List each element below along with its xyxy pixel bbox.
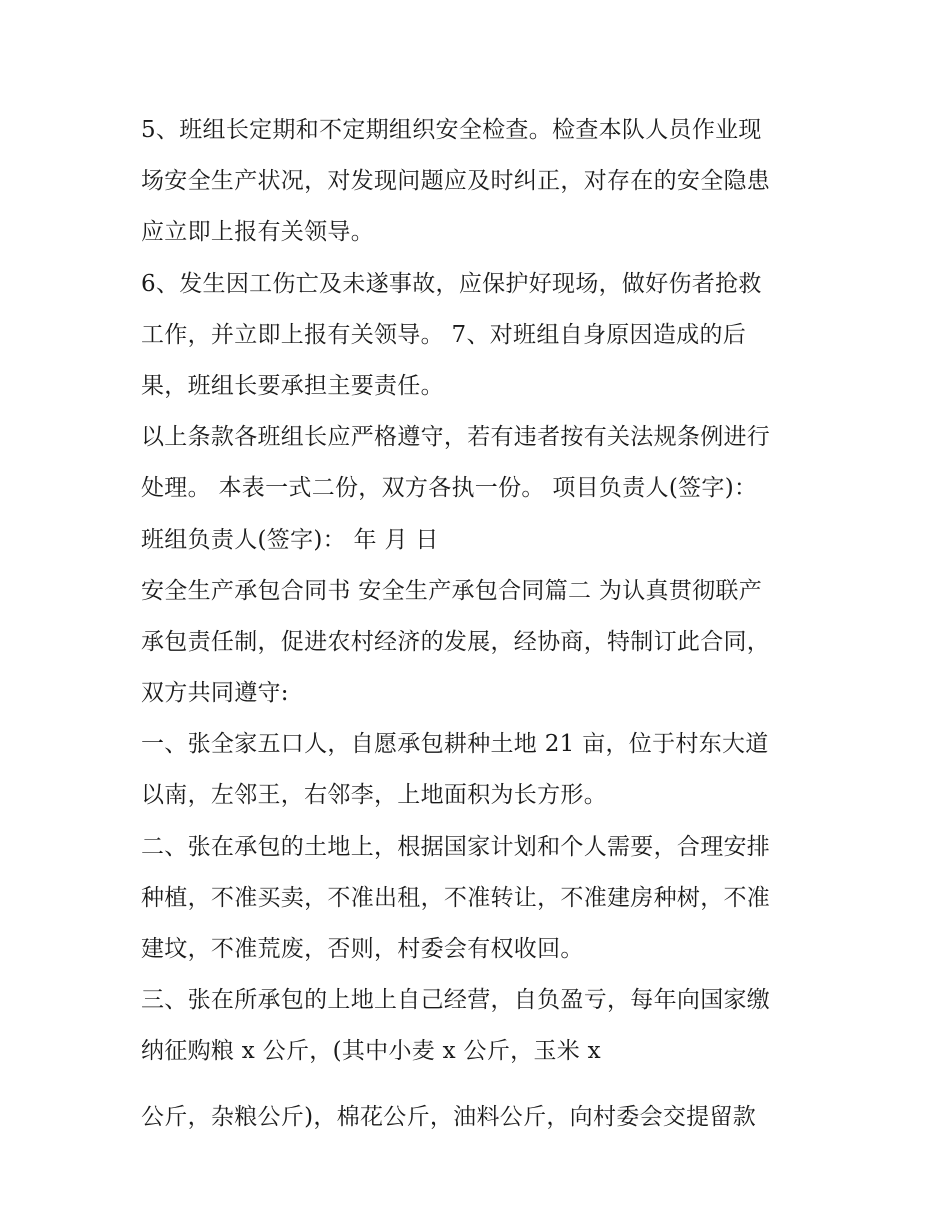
text-line: 双方共同遵守: [141, 680, 289, 707]
text-line: 承包责任制，促进农村经济的发展，经协商，特制订此合同， [141, 628, 771, 655]
text-line: 6、发生因工伤亡及未遂事故，应保护好现场，做好伤者抢救 [141, 270, 762, 297]
document-body [141, 105, 821, 1143]
text-line: 果，班组长要承担主要责任。 [141, 372, 444, 399]
text-line: 场安全生产状况，对发现问题应及时纠正，对存在的安全隐患 [141, 168, 771, 195]
text-line: 5、班组长定期和不定期组织安全检查。检查本队人员作业现 [141, 117, 762, 143]
text-line: 班组负责人(签字)： 年 月 日 [141, 526, 439, 553]
text-line: 工作，并立即上报有关领导。 7、对班组自身原因造成的后 [141, 321, 747, 348]
text-line: 处理。 本表一式二份，双方各执一份。 项目负责人(签字)： [141, 475, 758, 502]
text-line: 以南，左邻王，右邻李，上地面积为长方形。 [141, 782, 607, 809]
text-line: 应立即上报有关领导。 [141, 219, 374, 246]
text-line: 种植，不准买卖，不准出租，不准转让，不准建房种树，不准 [141, 884, 771, 911]
text-line: 公斤，杂粮公斤)，棉花公斤，油料公斤，向村委会交提留款 [141, 1103, 757, 1130]
text-line: 二、张在承包的土地上，根据国家计划和个人需要，合理安排 [141, 833, 771, 860]
line-gap [141, 1078, 821, 1092]
text-line: 三、张在所承包的上地上自己经营，自负盈亏，每年向国家缴 [141, 987, 771, 1014]
text-line: 安全生产承包合同书 安全生产承包合同篇二 为认真贯彻联产 [141, 577, 763, 604]
text-line: 以上条款各班组长应严格遵守，若有违者按有关法规条例进行 [141, 424, 771, 451]
text-line: 一、张全家五口人，自愿承包耕种土地 21 亩，位于村东大道 [141, 731, 769, 758]
text-line: 纳征购粮 x 公斤，(其中小麦 x 公斤，玉米 x [141, 1038, 601, 1065]
text-line: 建坟，不准荒废，否则，村委会有权收回。 [141, 936, 584, 962]
